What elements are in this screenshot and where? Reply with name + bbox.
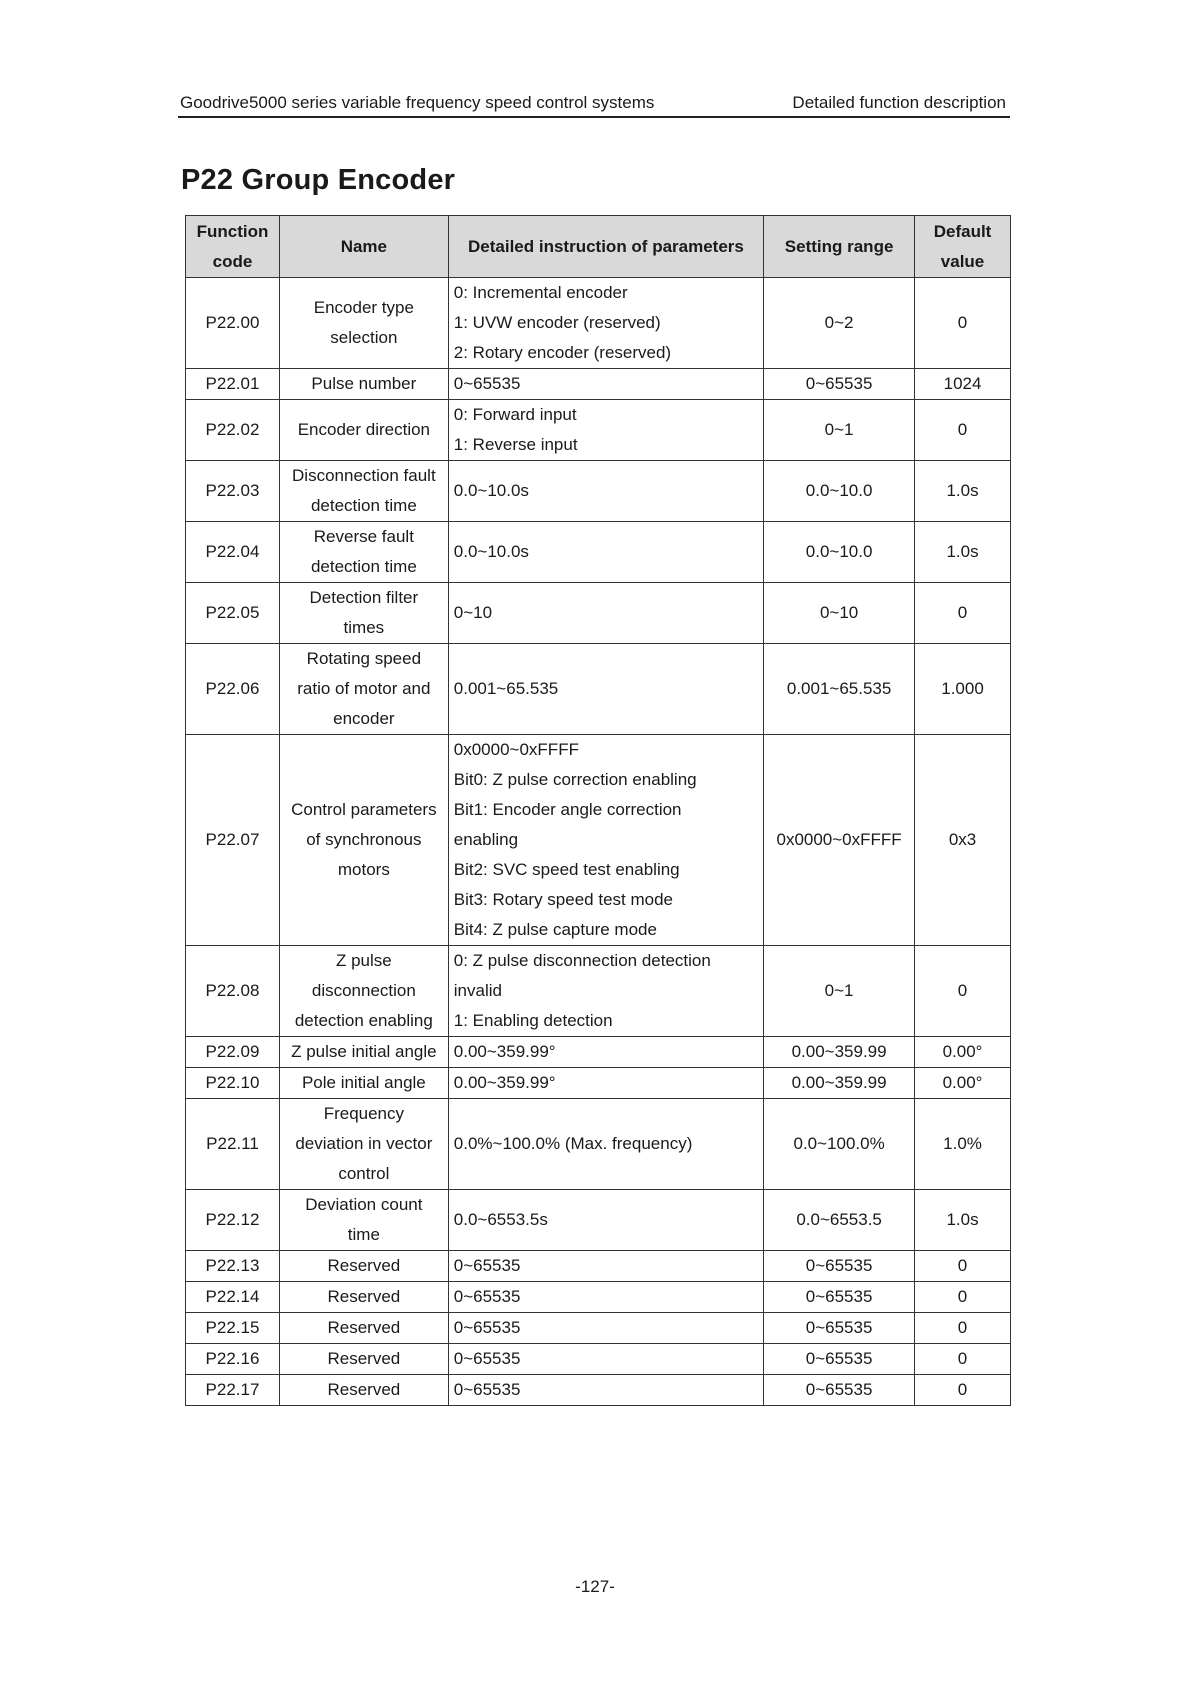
parameter-table <box>185 215 1011 1406</box>
cell-line: 0x0000~0xFFFF <box>453 740 579 759</box>
detail-cell <box>448 522 763 583</box>
cell-line: encoder <box>333 709 395 728</box>
default-value-cell: 0 <box>915 1282 1011 1313</box>
setting-range-cell: 0.001~65.535 <box>764 644 915 735</box>
cell-line: Setting range <box>784 236 894 256</box>
default-value-cell: 0 <box>915 1313 1011 1344</box>
default-value-cell: 0 <box>915 278 1011 369</box>
cell-line: 2: Rotary encoder (reserved) <box>453 343 672 362</box>
setting-range-cell: 0.0~10.0 <box>764 461 915 522</box>
table-row <box>186 1037 1011 1068</box>
detail-cell <box>448 644 763 735</box>
cell-line: time <box>347 1225 380 1244</box>
table-row <box>186 644 1011 735</box>
table-row <box>186 1251 1011 1282</box>
cell-line: 0.0~10.0s <box>453 542 529 561</box>
table-row <box>186 1190 1011 1251</box>
cell-line: 0.0%~100.0% (Max. frequency) <box>453 1134 693 1153</box>
detail-cell <box>448 583 763 644</box>
setting-range-cell: 0~10 <box>764 583 915 644</box>
cell-line: of synchronous <box>306 830 422 849</box>
page-number: -127- <box>575 1577 615 1596</box>
cell-line: 0~10 <box>453 603 493 622</box>
cell-line: Rotating speed <box>306 649 422 668</box>
column-header-function-code <box>186 216 280 278</box>
cell-line: 0~65535 <box>453 1349 521 1368</box>
cell-line: 0.00~359.99° <box>453 1073 556 1092</box>
name-cell <box>279 400 448 461</box>
function-code-cell: P22.00 <box>186 278 280 369</box>
default-value-cell: 1.000 <box>915 644 1011 735</box>
cell-line: Encoder direction <box>297 420 431 439</box>
default-value-cell: 0 <box>915 1375 1011 1406</box>
cell-line: 0: Forward input <box>453 405 577 424</box>
cell-line: deviation in vector <box>295 1134 433 1153</box>
table-row <box>186 583 1011 644</box>
cell-line: detection time <box>310 557 417 576</box>
function-code-cell: P22.06 <box>186 644 280 735</box>
table-row <box>186 735 1011 946</box>
name-cell <box>279 735 448 946</box>
default-value-cell: 1024 <box>915 369 1011 400</box>
cell-line: 0.00~359.99° <box>453 1042 556 1061</box>
page-title: P22 Group Encoder <box>181 164 456 196</box>
function-code-cell: P22.02 <box>186 400 280 461</box>
cell-line: Z pulse <box>335 951 392 970</box>
table-row <box>186 1099 1011 1190</box>
table-row <box>186 1068 1011 1099</box>
default-value-cell: 0 <box>915 1251 1011 1282</box>
table-row <box>186 1375 1011 1406</box>
cell-line: Default <box>933 221 992 241</box>
column-header-setting-range <box>764 216 915 278</box>
default-value-cell: 1.0s <box>915 461 1011 522</box>
name-cell <box>279 522 448 583</box>
cell-line: ratio of motor and <box>297 679 431 698</box>
header-document-title: Goodrive5000 series variable frequency speed control systems <box>180 93 655 112</box>
setting-range-cell: 0~2 <box>764 278 915 369</box>
cell-line: 0.001~65.535 <box>453 679 559 698</box>
cell-line: motors <box>337 860 390 879</box>
cell-line: Detailed instruction of parameters <box>468 236 744 256</box>
cell-line: 0: Z pulse disconnection detection <box>453 951 711 970</box>
name-cell <box>279 1251 448 1282</box>
cell-line: value <box>940 251 985 271</box>
column-header-default-value <box>915 216 1011 278</box>
function-code-cell: P22.01 <box>186 369 280 400</box>
name-cell <box>279 644 448 735</box>
detail-cell <box>448 1282 763 1313</box>
table-body <box>186 278 1011 1406</box>
name-cell <box>279 1099 448 1190</box>
setting-range-cell: 0~1 <box>764 946 915 1037</box>
name-cell <box>279 1344 448 1375</box>
cell-line: invalid <box>453 981 502 1000</box>
cell-line: selection <box>330 328 398 347</box>
name-cell <box>279 946 448 1037</box>
function-code-cell: P22.15 <box>186 1313 280 1344</box>
default-value-cell: 0.00° <box>915 1068 1011 1099</box>
detail-cell <box>448 1068 763 1099</box>
cell-line: Reverse fault <box>313 527 414 546</box>
cell-line: Deviation count <box>305 1195 423 1214</box>
detail-cell <box>448 1190 763 1251</box>
cell-line: Name <box>340 236 388 256</box>
name-cell <box>279 461 448 522</box>
cell-line: times <box>343 618 385 637</box>
cell-line: Reserved <box>327 1287 401 1306</box>
cell-line: Z pulse initial angle <box>291 1042 437 1061</box>
cell-line: Bit4: Z pulse capture mode <box>453 920 657 939</box>
cell-line: 0~65535 <box>453 374 521 393</box>
function-code-cell: P22.03 <box>186 461 280 522</box>
page-header <box>178 92 1010 118</box>
setting-range-cell: 0~65535 <box>764 1313 915 1344</box>
function-code-cell: P22.16 <box>186 1344 280 1375</box>
cell-line: 0~65535 <box>453 1318 521 1337</box>
detail-cell <box>448 946 763 1037</box>
cell-line: Reserved <box>327 1318 401 1337</box>
cell-line: 0~65535 <box>453 1256 521 1275</box>
cell-line: Disconnection fault <box>292 466 436 485</box>
default-value-cell: 1.0% <box>915 1099 1011 1190</box>
cell-line: Bit1: Encoder angle correction <box>453 800 682 819</box>
table-row <box>186 1313 1011 1344</box>
detail-cell <box>448 1251 763 1282</box>
setting-range-cell: 0.0~6553.5 <box>764 1190 915 1251</box>
name-cell <box>279 1375 448 1406</box>
detail-cell <box>448 369 763 400</box>
function-code-cell: P22.08 <box>186 946 280 1037</box>
name-cell <box>279 369 448 400</box>
table-row <box>186 461 1011 522</box>
table-row <box>186 369 1011 400</box>
cell-line: Function <box>196 221 269 241</box>
function-code-cell: P22.14 <box>186 1282 280 1313</box>
default-value-cell: 1.0s <box>915 1190 1011 1251</box>
setting-range-cell: 0~65535 <box>764 1282 915 1313</box>
setting-range-cell: 0~65535 <box>764 369 915 400</box>
cell-line: Pole initial angle <box>301 1073 426 1092</box>
function-code-cell: P22.07 <box>186 735 280 946</box>
default-value-cell: 0.00° <box>915 1037 1011 1068</box>
cell-line: detection enabling <box>294 1011 433 1030</box>
cell-line: Reserved <box>327 1380 401 1399</box>
cell-line: Detection filter <box>309 588 419 607</box>
detail-cell <box>448 461 763 522</box>
default-value-cell: 0 <box>915 583 1011 644</box>
function-code-cell: P22.13 <box>186 1251 280 1282</box>
cell-line: Frequency <box>323 1104 405 1123</box>
function-code-cell: P22.17 <box>186 1375 280 1406</box>
function-code-cell: P22.11 <box>186 1099 280 1190</box>
setting-range-cell: 0.0~100.0% <box>764 1099 915 1190</box>
detail-cell <box>448 1375 763 1406</box>
cell-line: Bit2: SVC speed test enabling <box>453 860 680 879</box>
cell-line: Encoder type <box>313 298 414 317</box>
cell-line: 0~65535 <box>453 1380 521 1399</box>
cell-line: detection time <box>310 496 417 515</box>
table-row <box>186 1344 1011 1375</box>
cell-line: 0: Incremental encoder <box>453 283 628 302</box>
header-section-title: Detailed function description <box>792 93 1006 112</box>
cell-line: 0~65535 <box>453 1287 521 1306</box>
default-value-cell: 0x3 <box>915 735 1011 946</box>
function-code-cell: P22.05 <box>186 583 280 644</box>
cell-line: Control parameters <box>291 800 437 819</box>
column-header-detailed-instruction <box>448 216 763 278</box>
setting-range-cell: 0~65535 <box>764 1344 915 1375</box>
detail-cell <box>448 1037 763 1068</box>
detail-cell <box>448 735 763 946</box>
default-value-cell: 0 <box>915 946 1011 1037</box>
cell-line: Reserved <box>327 1349 401 1368</box>
default-value-cell: 0 <box>915 400 1011 461</box>
default-value-cell: 0 <box>915 1344 1011 1375</box>
cell-line: 0.0~10.0s <box>453 481 529 500</box>
setting-range-cell: 0x0000~0xFFFF <box>764 735 915 946</box>
setting-range-cell: 0.00~359.99 <box>764 1037 915 1068</box>
detail-cell <box>448 1344 763 1375</box>
cell-line: Bit0: Z pulse correction enabling <box>453 770 697 789</box>
table-row <box>186 1282 1011 1313</box>
cell-line: disconnection <box>311 981 416 1000</box>
cell-line: Bit3: Rotary speed test mode <box>453 890 673 909</box>
table-row <box>186 946 1011 1037</box>
name-cell <box>279 583 448 644</box>
name-cell <box>279 1037 448 1068</box>
setting-range-cell: 0.00~359.99 <box>764 1068 915 1099</box>
detail-cell <box>448 1313 763 1344</box>
setting-range-cell: 0~1 <box>764 400 915 461</box>
column-header-name <box>279 216 448 278</box>
table-header-row <box>186 216 1011 278</box>
function-code-cell: P22.09 <box>186 1037 280 1068</box>
name-cell <box>279 1068 448 1099</box>
cell-line: 1: Enabling detection <box>453 1011 613 1030</box>
setting-range-cell: 0~65535 <box>764 1251 915 1282</box>
detail-cell <box>448 278 763 369</box>
cell-line: 1: Reverse input <box>453 435 578 454</box>
table-row <box>186 278 1011 369</box>
name-cell <box>279 1313 448 1344</box>
cell-line: enabling <box>453 830 519 849</box>
setting-range-cell: 0~65535 <box>764 1375 915 1406</box>
cell-line: Reserved <box>327 1256 401 1275</box>
name-cell <box>279 1190 448 1251</box>
cell-line: 1: UVW encoder (reserved) <box>453 313 661 332</box>
table-row <box>186 522 1011 583</box>
cell-line: code <box>212 251 253 271</box>
detail-cell <box>448 1099 763 1190</box>
function-code-cell: P22.12 <box>186 1190 280 1251</box>
cell-line: Pulse number <box>311 374 417 393</box>
function-code-cell: P22.10 <box>186 1068 280 1099</box>
name-cell <box>279 1282 448 1313</box>
table-row <box>186 400 1011 461</box>
function-code-cell: P22.04 <box>186 522 280 583</box>
detail-cell <box>448 400 763 461</box>
default-value-cell: 1.0s <box>915 522 1011 583</box>
name-cell <box>279 278 448 369</box>
cell-line: control <box>338 1164 390 1183</box>
setting-range-cell: 0.0~10.0 <box>764 522 915 583</box>
cell-line: 0.0~6553.5s <box>453 1210 548 1229</box>
